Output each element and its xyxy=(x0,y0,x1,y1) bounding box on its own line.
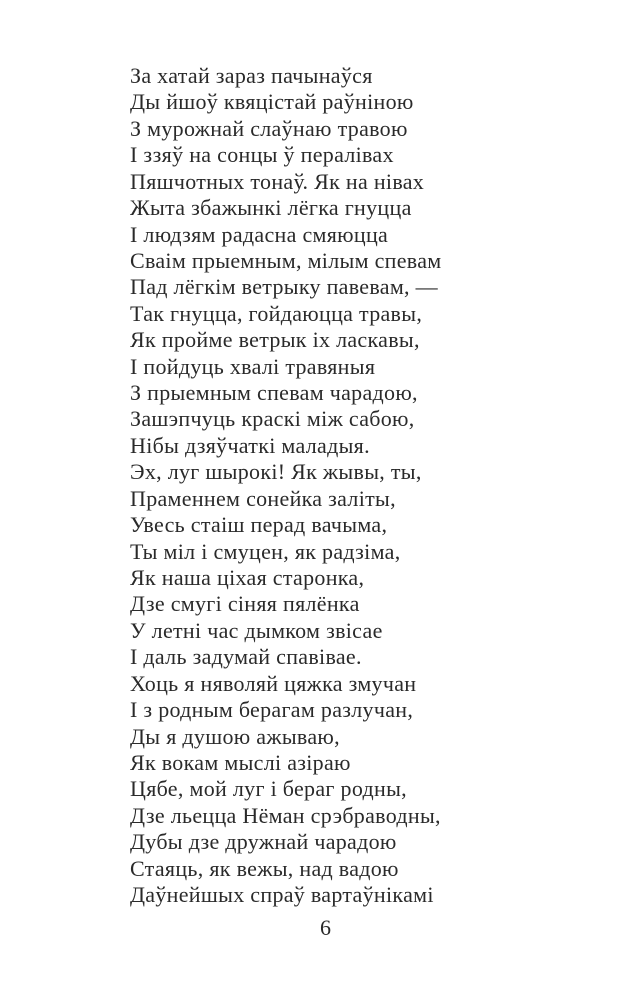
page-number: 6 xyxy=(320,915,331,940)
poem-line: За хатай зараз пачынаўся xyxy=(130,63,373,88)
poem-line: Так гнуцца, гойдаюцца травы, xyxy=(130,300,423,326)
poem-line: Увесь стаіш перад вачыма, xyxy=(130,512,388,538)
poem-line: Дзе льецца Нёман срэбраводны, xyxy=(130,802,441,828)
poem-line: Хоць я няволяй цяжка змучан xyxy=(130,670,417,696)
poem-line: Дубы дзе дружнай чарадою xyxy=(130,829,397,855)
poem-line: Эх, луг шырокі! Як жывы, ты, xyxy=(130,459,422,485)
poem-line: Пяшчотных тонаў. Як на нівах xyxy=(130,168,425,194)
poem-line: Ды йшоў квяцістай раўніною xyxy=(130,89,414,115)
poem-line: І пойдуць хвалі травяныя xyxy=(130,353,376,379)
poem-line: Як вокам мыслі азіраю xyxy=(130,749,351,775)
poem-line: І людзям радасна смяюцца xyxy=(130,221,389,247)
poem-line: Цябе, мой луг і бераг родны, xyxy=(130,776,407,802)
poem-line: Праменнем сонейка заліты, xyxy=(130,485,396,511)
poem-line: Стаяць, як вежы, над вадою xyxy=(130,855,399,881)
poem-line: Як пройме ветрык іх ласкавы, xyxy=(130,327,420,353)
poem-line: Жыта збажынкі лёгка гнуцца xyxy=(130,195,412,221)
poem-line: І даль задумай спавівае. xyxy=(130,644,362,670)
poem-line: У летні час дымком звісае xyxy=(130,617,383,643)
poem-line: Нібы дзяўчаткі маладыя. xyxy=(130,432,370,458)
poem-line: Зашэпчуць краскі між сабою, xyxy=(130,406,415,432)
poem-line: Дзе смугі сіняя пялёнка xyxy=(130,591,360,617)
poem-line: З мурожнай слаўнаю травою xyxy=(130,115,408,141)
poem-line: І ззяў на сонцы ў пераліваx xyxy=(130,142,394,168)
poem-line: І з родным берагам разлучан, xyxy=(130,697,414,723)
poem-line: Ды я душою ажываю, xyxy=(130,723,340,749)
poem-line: З прыемным спевам чарадою, xyxy=(130,380,418,406)
poem-line: Сваім прыемным, мілым спевам xyxy=(130,247,442,273)
poem-line: Даўнейшых спраў вартаўнікамі xyxy=(130,882,434,908)
poem-text xyxy=(130,63,442,909)
poem-line: Ты міл і смуцен, як радзіма, xyxy=(130,538,401,564)
poem-line: Як наша ціхая старонка, xyxy=(130,565,365,591)
poem-line: Пад лёгкім ветрыку павевам, — xyxy=(130,274,438,300)
